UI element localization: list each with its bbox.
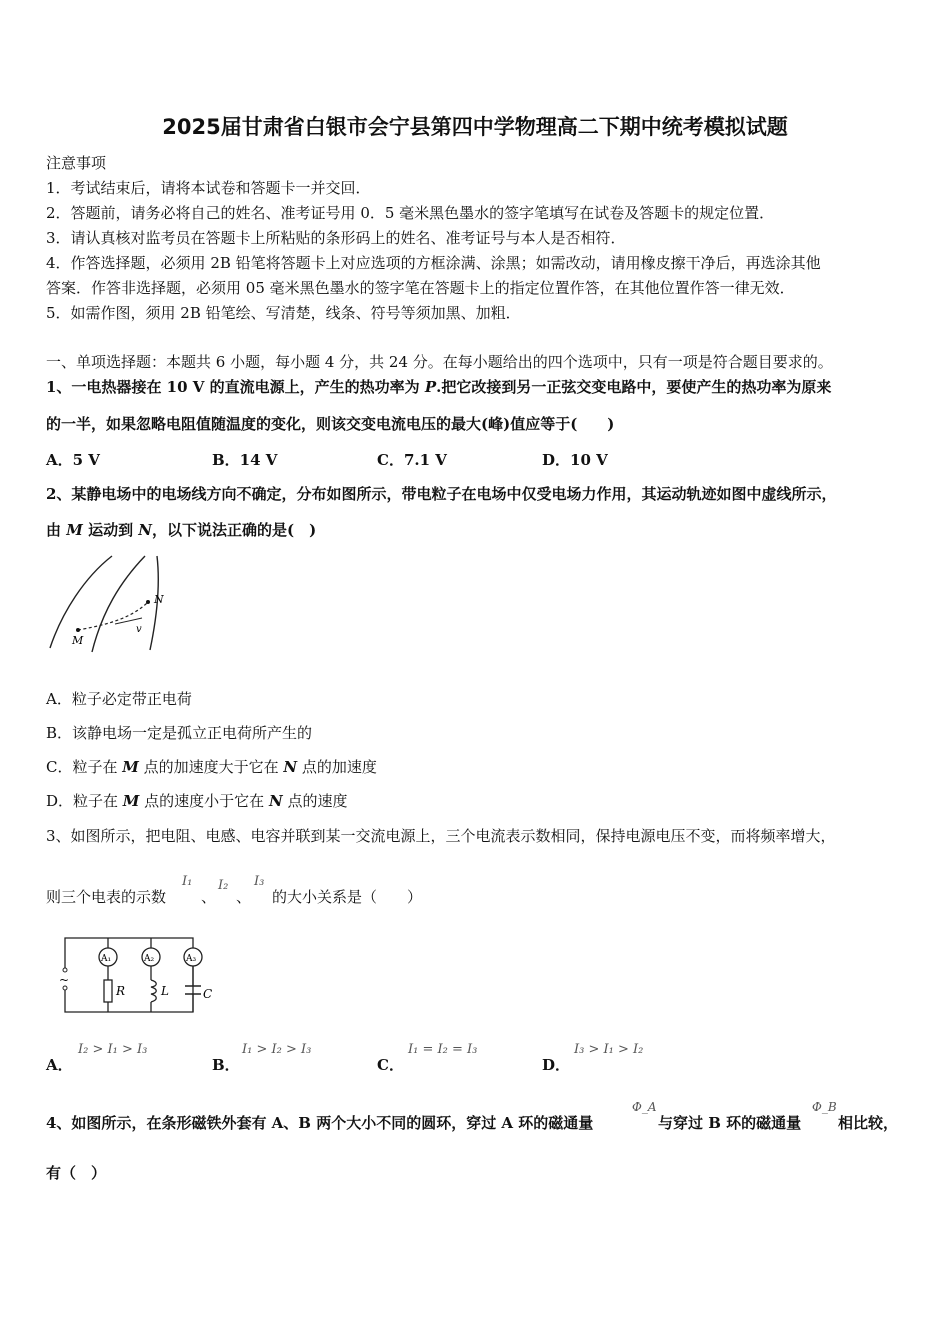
question-4-text-cont: 有（ ） (46, 1164, 107, 1182)
var-i2: I₂ (218, 878, 229, 893)
notice-item: 3．请认真核对监考员在答题卡上所粘贴的条形码上的姓名、准考证号与本人是否相符． (46, 229, 626, 247)
label-a2: A₂ (144, 954, 155, 964)
question-1-text-cont: 的一半，如果忽略电阻值随温度的变化，则该交变电流电压的最大(峰)值应等于( ) (46, 415, 615, 433)
label-n: N (154, 593, 164, 606)
notice-item: 4．作答选择题，必须用 2B 铅笔将答题卡上对应选项的方框涂满、涂黑；如需改动，请用橡皮擦干净后，再选涂其他 (46, 254, 821, 272)
phi-a: Φ_A (632, 1100, 657, 1114)
question-4-text: 4、如图所示，在条形磁铁外套有 A、B 两个大小不同的圆环，穿过 A 环的磁通量 (46, 1114, 594, 1132)
question-4-tail: 相比较， (838, 1114, 899, 1132)
field-line (92, 556, 145, 652)
q2-option-c[interactable]: C．粒子在 M 点的加速度大于它在 N 点的加速度 (46, 758, 377, 776)
notice-item: 答案．作答非选择题，必须用 05 毫米黑色墨水的签字笔在答题卡上的指定位置作答，在其他位置作答一律无效． (46, 279, 795, 297)
label-c: C (203, 987, 213, 1001)
label-a3: A₃ (186, 954, 197, 964)
q1-option-b[interactable]: B．14 V (212, 451, 278, 469)
separator: 、 (201, 888, 217, 906)
electric-field-figure (40, 552, 170, 656)
q3-option-b-expr: I₁ > I₂ > I₃ (242, 1042, 312, 1057)
q3-option-a-expr: I₂ > I₁ > I₃ (78, 1042, 148, 1057)
q3-option-b[interactable]: B． (212, 1056, 240, 1074)
label-m: M (72, 634, 84, 647)
q2-option-b[interactable]: B．该静电场一定是孤立正电荷所产生的 (46, 724, 313, 742)
question-2-text-cont: 由 M 运动到 N，以下说法正确的是( ) (46, 521, 317, 539)
circuit-wire (65, 938, 193, 1012)
page-title: 2025届甘肃省白银市会宁县第四中学物理高二下期中统考模拟试题 (162, 115, 788, 139)
q2-option-d[interactable]: D．粒子在 M 点的速度小于它在 N 点的速度 (46, 792, 348, 810)
question-2-text: 2、某静电场中的电场线方向不确定，分布如图所示，带电粒子在电场中仅受电场力作用，其运动轨迹如图中虚线所示， (46, 485, 837, 503)
q3-option-d-expr: I₃ > I₁ > I₂ (574, 1042, 644, 1057)
q1-option-a[interactable]: A．5 V (46, 451, 100, 469)
label-a1: A₁ (101, 954, 112, 964)
notice-item: 2．答题前，请务必将自己的姓名、准考证号用 0．5 毫米黑色墨水的签字笔填写在试卷及答题卡的规定位置． (46, 204, 775, 222)
q1-option-c[interactable]: C．7.1 V (377, 451, 447, 469)
point-m (76, 628, 80, 632)
q2-option-a[interactable]: A．粒子必定带正电荷 (46, 690, 192, 708)
question-4-mid: 与穿过 B 环的磁通量 (658, 1114, 802, 1132)
var-i1: I₁ (182, 874, 193, 889)
source-symbol: ~ (59, 973, 70, 987)
label-l: L (161, 984, 169, 998)
question-1-text: 1、一电热器接在 10 V 的直流电源上，产生的热功率为 P.把它改接到另一正弦交变电路中，要使产生的热功率为原来 (46, 378, 832, 396)
inductor (151, 980, 156, 1002)
label-v: v (136, 624, 142, 635)
q3-option-c[interactable]: C． (377, 1056, 404, 1074)
q1-option-d[interactable]: D．10 V (542, 451, 608, 469)
var-i3: I₃ (254, 874, 265, 889)
question-3-tail: 的大小关系是（ ） (272, 888, 423, 906)
question-3-text: 3、如图所示，把电阻、电感、电容并联到某一交流电源上，三个电流表示数相同，保持电源电压不变，而将频率增大， (46, 827, 836, 845)
separator: 、 (236, 888, 252, 906)
point-n (146, 600, 150, 604)
notice-item: 1．考试结束后，请将本试卷和答题卡一并交回． (46, 179, 371, 197)
label-r: R (116, 984, 126, 998)
notice-heading: 注意事项 (46, 154, 107, 172)
q3-option-d[interactable]: D． (542, 1056, 571, 1074)
section-heading: 一、单项选择题：本题共 6 小题，每小题 4 分，共 24 分。在每小题给出的四个选项中，只有一项是符合题目要求的。 (46, 353, 833, 371)
resistor (104, 980, 112, 1002)
parallel-circuit-figure (55, 932, 220, 1018)
notice-item: 5．如需作图，须用 2B 铅笔绘、写清楚，线条、符号等须加黑、加粗． (46, 304, 521, 322)
q3-option-c-expr: I₁ = I₂ = I₃ (408, 1042, 478, 1057)
source-terminal (63, 968, 67, 972)
question-3-text-cont: 则三个电表的示数 (46, 888, 167, 906)
phi-b: Φ_B (812, 1100, 837, 1114)
q3-option-a[interactable]: A． (46, 1056, 73, 1074)
